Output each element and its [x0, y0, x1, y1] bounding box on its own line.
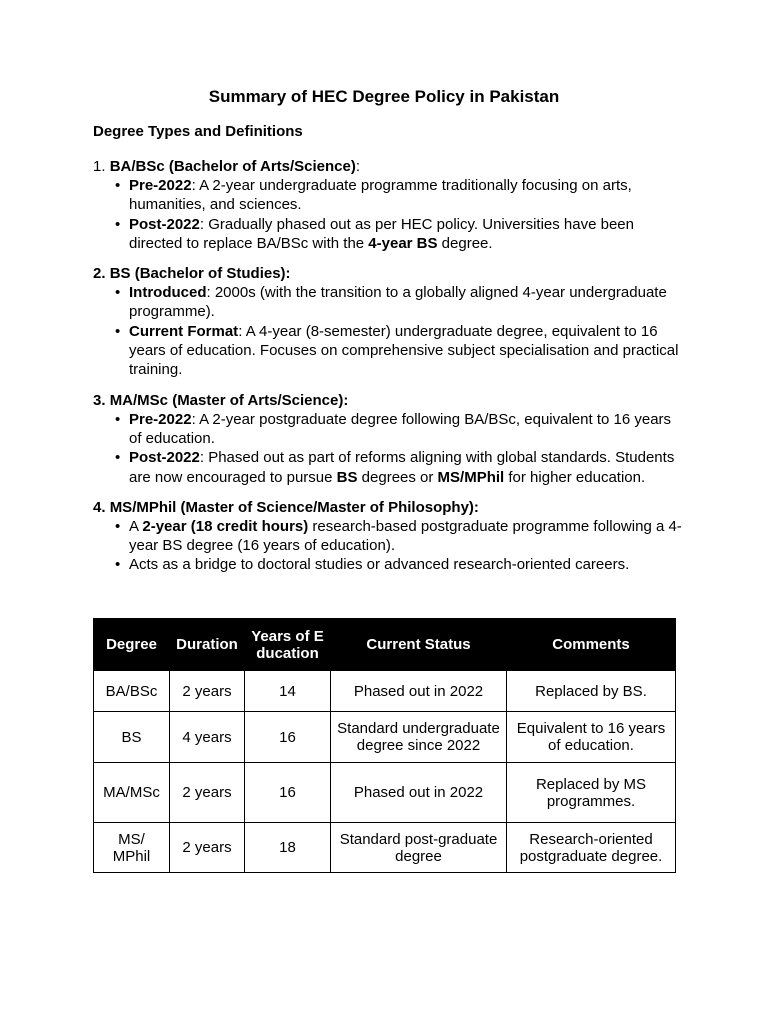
table-cell: Standard post-graduate degree	[331, 823, 507, 873]
document-title: Summary of HEC Degree Policy in Pakistan	[208, 87, 560, 106]
degree-item-bs	[93, 264, 683, 379]
degree-heading: 2. BS (Bachelor of Studies):	[93, 265, 291, 283]
degree-item-ba-bsc	[93, 157, 683, 253]
table-cell: 2 years	[170, 763, 245, 823]
bullet-list	[93, 410, 683, 487]
table-row	[94, 712, 676, 763]
degree-list	[93, 157, 683, 586]
list-item: • Pre-2022: A 2-year undergraduate programme traditionally focusing on arts, humanities, and sciences.	[129, 176, 683, 215]
table-cell: Replaced by MS programmes.	[507, 763, 676, 823]
table-cell: 16	[245, 763, 331, 823]
table-cell: 4 years	[170, 712, 245, 763]
list-item: • Post-2022: Gradually phased out as per HEC policy. Universities have been directed to replace BA/BSc with the 4-year BS degree.	[129, 215, 683, 254]
table-cell: Replaced by BS.	[507, 671, 676, 712]
degree-heading: 4. MS/MPhil (Master of Science/Master of Philosophy):	[93, 498, 479, 516]
degree-item-ms-mphil	[93, 498, 683, 575]
degree-heading: 1. BA/BSc (Bachelor of Arts/Science):	[93, 158, 361, 175]
list-item: • Current Format: A 4-year (8-semester) undergraduate degree, equivalent to 16 years of education. Focuses on comprehensive subject specialisation and practical training.	[129, 322, 683, 380]
table-cell: BS	[94, 712, 170, 763]
bullet-list	[93, 283, 683, 379]
table-cell: Phased out in 2022	[331, 671, 507, 712]
list-item: • Pre-2022: A 2-year postgraduate degree following BA/BSc, equivalent to 16 years of education.	[129, 410, 683, 449]
table-cell: Research-oriented postgraduate degree.	[507, 823, 676, 873]
column-header-degree: Degree	[94, 619, 170, 671]
table-row	[94, 763, 676, 823]
degree-item-ma-msc	[93, 391, 683, 487]
table-row	[94, 671, 676, 712]
table-row	[94, 823, 676, 873]
table-cell: BA/BSc	[94, 671, 170, 712]
list-item: • Post-2022: Phased out as part of reforms aligning with global standards. Students are now encouraged to pursue BS degrees or MS/MPhil for higher education.	[129, 448, 683, 487]
column-header-duration: Duration	[170, 619, 245, 671]
table-cell: MA/MSc	[94, 763, 170, 823]
degree-summary-table	[93, 618, 676, 873]
bullet-list	[93, 517, 683, 575]
table-cell: 2 years	[170, 823, 245, 873]
table-cell: Equivalent to 16 years of education.	[507, 712, 676, 763]
table-cell: 16	[245, 712, 331, 763]
degree-heading: 3. MA/MSc (Master of Arts/Science):	[93, 391, 349, 409]
column-header-comments: Comments	[507, 619, 676, 671]
list-item: • Acts as a bridge to doctoral studies or advanced research-oriented careers.	[129, 555, 683, 574]
bullet-list	[93, 176, 683, 253]
list-item: • Introduced: 2000s (with the transition to a globally aligned 4-year undergraduate programme).	[129, 283, 683, 322]
column-header-years-of-education: Years of Education	[245, 619, 331, 671]
table-cell: Phased out in 2022	[331, 763, 507, 823]
table-cell: 2 years	[170, 671, 245, 712]
list-item: • A 2-year (18 credit hours) research-based postgraduate programme following a 4-year BS degree (16 years of education).	[129, 517, 683, 556]
table-header-row	[94, 619, 676, 671]
section-heading: Degree Types and Definitions	[93, 123, 303, 140]
table-cell: 14	[245, 671, 331, 712]
column-header-current-status: Current Status	[331, 619, 507, 671]
table-cell: MS/ MPhil	[94, 823, 170, 873]
table-cell: 18	[245, 823, 331, 873]
table-cell: Standard undergraduate degree since 2022	[331, 712, 507, 763]
